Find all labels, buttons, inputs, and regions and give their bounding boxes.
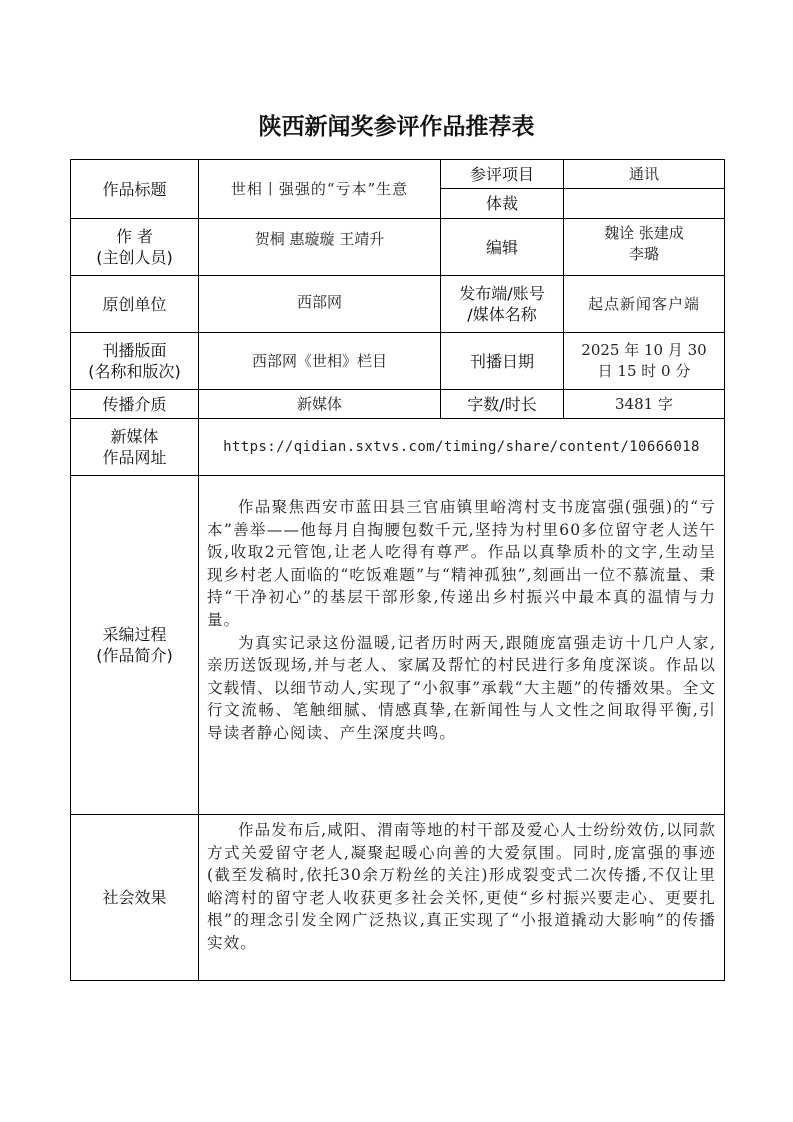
value-editor-line1: 魏诠 张建成 [604,224,684,242]
value-publish-date-line2: 日 15 时 0 分 [597,362,691,380]
value-social-effect [199,815,725,981]
row-origin [71,276,725,333]
page-title: 陕西新闻奖参评作品推荐表 [258,113,535,140]
value-genre [564,189,725,219]
value-layout: 西部网《世相》栏目 [199,333,441,390]
label-author-line1: 作 者 [115,227,154,246]
value-publish-date-line1: 2025 年 10 月 30 [581,341,707,359]
process-paragraph-1: 作品聚焦西安市蓝田县三官庙镇里峪湾村支书庞富强(强强)的“亏本”善举——他每月自掏腰包数千元,坚持为村里60多位留守老人送午饭,收取2元管饱,让老人吃得有尊严。作品以真挚质朴的文字,生动呈现乡村老人面临的“吃饭难题”与“精神孤独”,刻画出一位不慕流量、秉持“干净初心”的基层干部形象,传递出乡村振兴中最本真的温情与力量。 [207,498,716,629]
value-url[interactable]: https://qidian.sxtvs.com/timing/share/content/10666018 [199,419,725,476]
row-title [71,160,725,189]
row-author [71,219,725,276]
row-process [71,476,725,815]
label-url-line1: 新媒体 [110,427,159,446]
value-publish-date [564,333,725,390]
social-effect-paragraph-1: 作品发布后,咸阳、渭南等地的村干部及爱心人士纷纷效仿,以同款方式关爱留守老人,凝聚起暖心向善的大爱氛围。同时,庞富强的事迹(截至发稿时,依托30余万粉丝的关注)形成裂变式二次传播,不仅让里峪湾村的留守老人收获更多社会关怀,更使“乡村振兴要走心、更要扎根”的理念引发全网广泛热议,真正实现了“小报道撬动大影响”的传播实效。 [207,821,716,952]
label-editor: 编辑 [441,219,564,276]
label-process [71,476,199,815]
label-layout-line2: (名称和版次) [88,362,181,381]
row-social-effect [71,815,725,981]
label-medium: 传播介质 [71,390,199,419]
label-url-line2: 作品网址 [102,448,167,467]
label-process-line1: 采编过程 [102,625,167,644]
recommendation-form-table [70,159,725,981]
label-social-effect: 社会效果 [71,815,199,981]
label-word-count: 字数/时长 [441,390,564,419]
value-editor-line2: 李璐 [628,245,659,263]
row-layout [71,333,725,390]
value-work-title: 世相丨强强的“亏本”生意 [199,160,441,219]
label-publisher [441,276,564,333]
label-work-title: 作品标题 [71,160,199,219]
label-publisher-line1: 发布端/账号 [459,284,545,303]
value-medium: 新媒体 [199,390,441,419]
row-medium [71,390,725,419]
label-publisher-line2: /媒体名称 [467,305,537,324]
label-publish-date: 刊播日期 [441,333,564,390]
value-author: 贺桐 惠璇璇 王靖升 [199,219,441,276]
process-paragraph-2: 为真实记录这份温暖,记者历时两天,跟随庞富强走访十几户人家,亲历送饭现场,并与老人、家属及帮忙的村民进行多角度深谈。作品以文载情、以细节动人,实现了“小叙事”承载“大主题”的传播效果。全文行文流畅、笔触细腻、情感真挚,在新闻性与人文性之间取得平衡,引导读者静心阅读、产生深度共鸣。 [207,633,716,742]
label-process-line2: (作品简介) [96,646,173,665]
label-author [71,219,199,276]
label-genre: 体裁 [441,189,564,219]
value-origin-unit: 西部网 [199,276,441,333]
label-origin-unit: 原创单位 [71,276,199,333]
label-author-line2: (主创人员) [96,248,173,267]
row-url [71,419,725,476]
label-url [71,419,199,476]
value-editor [564,219,725,276]
value-publisher: 起点新闻客户端 [564,276,725,333]
label-layout [71,333,199,390]
value-process [199,476,725,815]
label-layout-line1: 刊播版面 [102,341,167,360]
value-category: 通讯 [564,160,725,189]
label-category: 参评项目 [441,160,564,189]
value-word-count: 3481 字 [564,390,725,419]
